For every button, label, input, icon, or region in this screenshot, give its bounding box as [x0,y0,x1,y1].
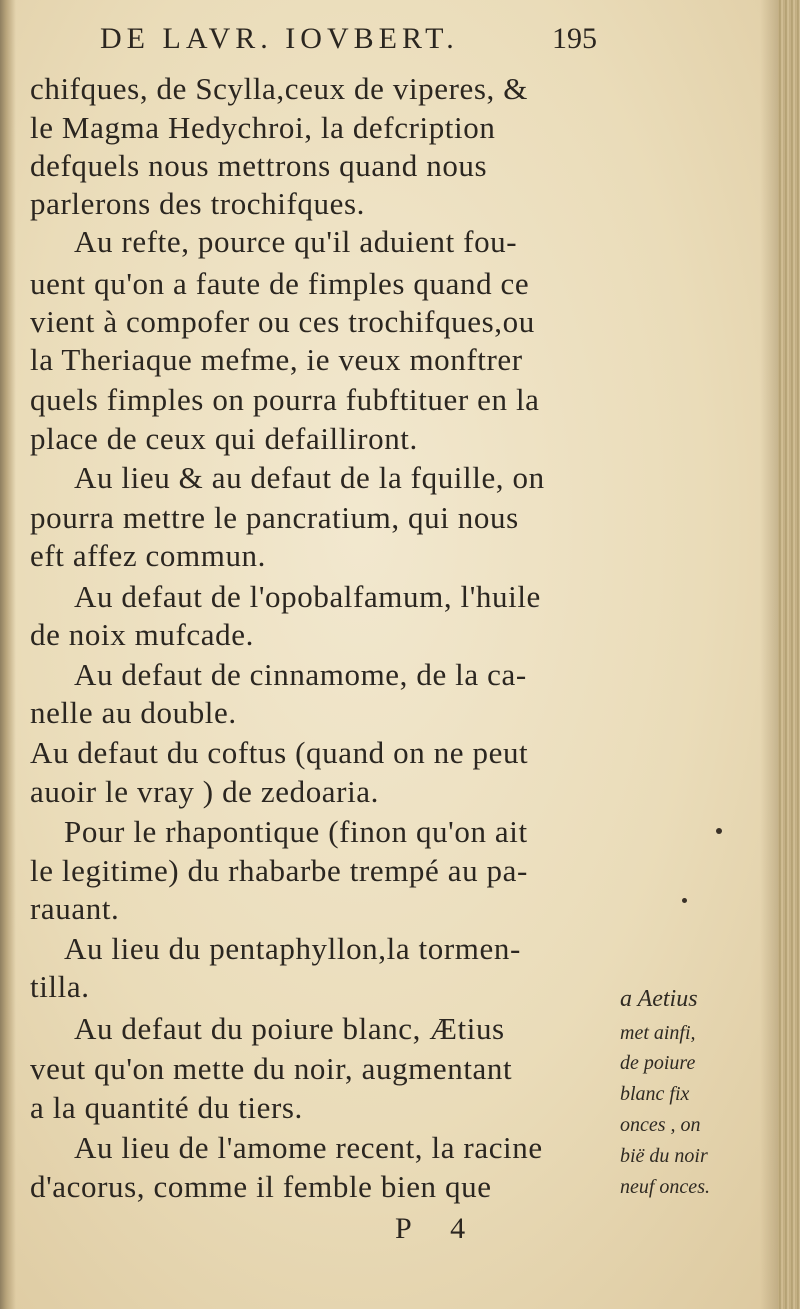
page-number: 195 [552,22,597,55]
text-line: Pour le rhapontique (finon qu'on ait [64,814,528,849]
text-line: Au defaut de l'opobalfamum, l'huile [74,579,541,614]
ink-speck [682,898,687,903]
text-line: Au lieu & au defaut de la fquille, on [74,460,545,495]
text-line: d'acorus, comme il femble bien que [30,1169,492,1204]
text-line: Au lieu de l'amome recent, la racine [74,1130,543,1165]
marginal-note-line: blanc fix [620,1083,690,1105]
page-edge [778,0,800,1309]
text-line: auoir le vray ) de zedoaria. [30,774,380,809]
text-line: Au defaut du poiure blanc, Ætius [74,1011,505,1046]
marginal-note-line: a Aetius [620,986,698,1012]
running-head: DE LAVR. IOVBERT. [100,22,459,55]
text-line: quels fimples on pourra fubftituer en la [30,382,540,417]
text-line: Au lieu du pentaphyllon,la tormen- [64,931,521,966]
text-line: le legitime) du rhabarbe trempé au pa- [30,853,528,888]
text-line: pourra mettre le pancratium, qui nous [30,500,519,535]
text-line: chifques, de Scylla,ceux de viperes, & [30,71,528,106]
text-line: le Magma Hedychroi, la defcription [30,110,496,145]
text-line: a la quantité du tiers. [30,1090,303,1125]
page-edge-shade [760,0,778,1309]
marginal-note-line: de poiure [620,1052,696,1074]
marginal-note-line: onces , on [620,1114,701,1136]
text-line: Au defaut du coftus (quand on ne peut [30,735,529,770]
text-line: eft affez commun. [30,538,266,573]
signature-mark: P 4 [395,1212,482,1245]
text-line: rauant. [30,891,120,926]
marginal-note-line: met ainfi, [620,1022,696,1044]
text-line: de noix mufcade. [30,617,254,652]
text-line: defquels nous mettrons quand nous [30,148,488,183]
text-line: uent qu'on a faute de fimples quand ce [30,266,530,301]
ink-speck [716,828,722,834]
binding-gutter [0,0,16,1309]
text-line: nelle au double. [30,695,237,730]
text-line: Au refte, pource qu'il aduient fou- [74,224,518,259]
text-line: Au defaut de cinnamome, de la ca- [74,657,527,692]
text-line: parlerons des trochifques. [30,186,365,221]
text-line: veut qu'on mette du noir, augmentant [30,1051,513,1086]
marginal-note-line: neuf onces. [620,1176,710,1198]
text-line: la Theriaque mefme, ie veux monftrer [30,342,523,377]
text-line: place de ceux qui defailliront. [30,421,418,456]
text-line: vient à compofer ou ces trochifques,ou [30,304,535,339]
marginal-note-line: bië du noir [620,1145,708,1167]
page-header [100,22,640,62]
text-line: tilla. [30,969,90,1004]
